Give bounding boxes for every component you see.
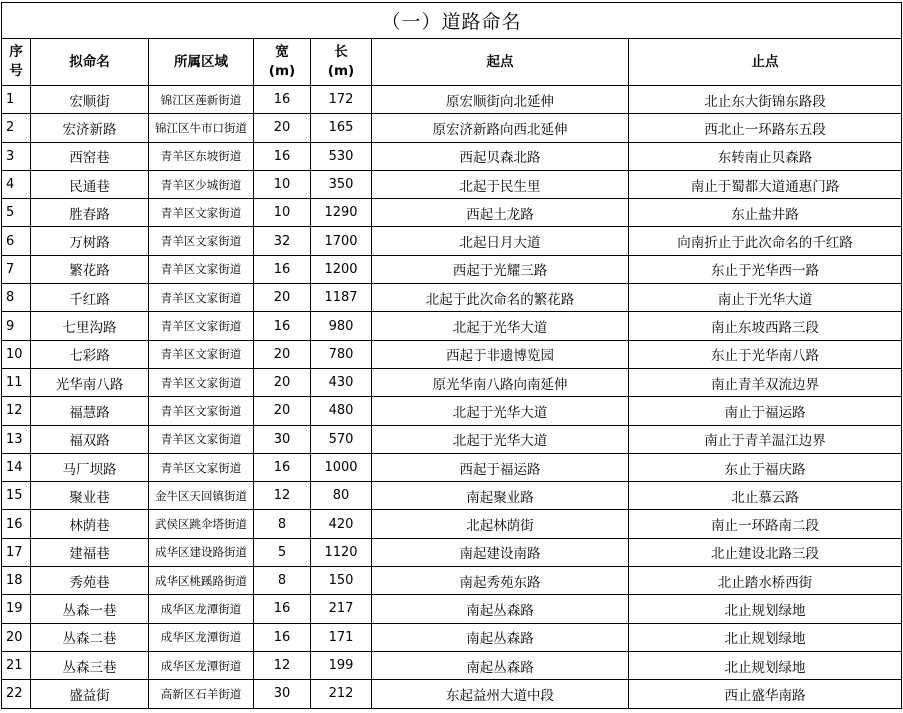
- cell-width: 8: [254, 510, 311, 538]
- cell-area: 青羊区文家街道: [149, 453, 254, 481]
- cell-start-point: 原宏济新路向西北延伸: [372, 114, 629, 142]
- table-row: [2, 86, 902, 114]
- cell-length: 480: [311, 397, 372, 425]
- cell-road-name: 丛森二巷: [31, 623, 149, 651]
- cell-road-name: 七彩路: [31, 340, 149, 368]
- cell-seq: 14: [2, 453, 31, 481]
- cell-end-point: 北止踏水桥西街: [629, 567, 902, 595]
- road-naming-table: [1, 38, 902, 709]
- cell-start-point: 原宏顺街向北延伸: [372, 86, 629, 114]
- cell-start-point: 北起于光华大道: [372, 397, 629, 425]
- cell-area: 青羊区文家街道: [149, 199, 254, 227]
- cell-start-point: 西起于福运路: [372, 453, 629, 481]
- header-seq: 序 号: [2, 39, 31, 86]
- table-row: [2, 425, 902, 453]
- table-row: [2, 312, 902, 340]
- cell-length: 570: [311, 425, 372, 453]
- cell-area: 高新区石羊街道: [149, 680, 254, 708]
- cell-width: 10: [254, 170, 311, 198]
- cell-end-point: 南止于青羊温江边界: [629, 425, 902, 453]
- cell-seq: 15: [2, 482, 31, 510]
- cell-road-name: 繁花路: [31, 255, 149, 283]
- cell-start-point: 西起于光耀三路: [372, 255, 629, 283]
- cell-width: 16: [254, 255, 311, 283]
- cell-seq: 8: [2, 284, 31, 312]
- cell-area: 青羊区文家街道: [149, 227, 254, 255]
- cell-end-point: 南止于光华大道: [629, 284, 902, 312]
- cell-length: 1000: [311, 453, 372, 481]
- cell-area: 成华区龙潭街道: [149, 595, 254, 623]
- cell-start-point: 西起土龙路: [372, 199, 629, 227]
- cell-end-point: 南止东坡西路三段: [629, 312, 902, 340]
- cell-road-name: 马厂坝路: [31, 453, 149, 481]
- cell-length: 150: [311, 567, 372, 595]
- cell-seq: 20: [2, 623, 31, 651]
- cell-length: 980: [311, 312, 372, 340]
- cell-road-name: 民通巷: [31, 170, 149, 198]
- cell-seq: 18: [2, 567, 31, 595]
- cell-area: 武侯区跳伞塔街道: [149, 510, 254, 538]
- cell-end-point: 北止建设北路三段: [629, 538, 902, 566]
- cell-seq: 13: [2, 425, 31, 453]
- cell-start-point: 西起贝森北路: [372, 142, 629, 170]
- cell-seq: 7: [2, 255, 31, 283]
- cell-width: 8: [254, 567, 311, 595]
- cell-end-point: 东止于光华南八路: [629, 340, 902, 368]
- cell-road-name: 丛森一巷: [31, 595, 149, 623]
- cell-length: 780: [311, 340, 372, 368]
- table-row: [2, 368, 902, 396]
- cell-area: 金牛区天回镇街道: [149, 482, 254, 510]
- cell-seq: 21: [2, 651, 31, 679]
- cell-area: 青羊区文家街道: [149, 255, 254, 283]
- cell-area: 成华区建设路街道: [149, 538, 254, 566]
- table-row: [2, 510, 902, 538]
- cell-road-name: 丛森三巷: [31, 651, 149, 679]
- cell-road-name: 林荫巷: [31, 510, 149, 538]
- cell-area: 成华区桃蹊路街道: [149, 567, 254, 595]
- cell-end-point: 南止于蜀都大道通惠门路: [629, 170, 902, 198]
- header-end: 止点: [629, 39, 902, 86]
- cell-width: 20: [254, 397, 311, 425]
- table-row: [2, 114, 902, 142]
- table-row: [2, 567, 902, 595]
- cell-width: 16: [254, 595, 311, 623]
- cell-area: 青羊区文家街道: [149, 340, 254, 368]
- table-row: [2, 142, 902, 170]
- cell-start-point: 东起益州大道中段: [372, 680, 629, 708]
- table-row: [2, 397, 902, 425]
- header-area: 所属区域: [149, 39, 254, 86]
- cell-width: 20: [254, 114, 311, 142]
- header-length: 长 (m): [311, 39, 372, 86]
- cell-road-name: 聚业巷: [31, 482, 149, 510]
- cell-area: 青羊区少城街道: [149, 170, 254, 198]
- cell-width: 16: [254, 142, 311, 170]
- cell-length: 1120: [311, 538, 372, 566]
- cell-length: 212: [311, 680, 372, 708]
- cell-road-name: 福双路: [31, 425, 149, 453]
- cell-width: 16: [254, 86, 311, 114]
- table-row: [2, 482, 902, 510]
- cell-width: 20: [254, 368, 311, 396]
- cell-width: 30: [254, 680, 311, 708]
- cell-start-point: 北起林荫街: [372, 510, 629, 538]
- table-row: [2, 170, 902, 198]
- table-row: [2, 199, 902, 227]
- cell-length: 430: [311, 368, 372, 396]
- cell-width: 32: [254, 227, 311, 255]
- cell-seq: 11: [2, 368, 31, 396]
- header-name: 拟命名: [31, 39, 149, 86]
- cell-length: 420: [311, 510, 372, 538]
- cell-road-name: 建福巷: [31, 538, 149, 566]
- cell-start-point: 南起聚业路: [372, 482, 629, 510]
- cell-start-point: 南起丛森路: [372, 651, 629, 679]
- cell-road-name: 光华南八路: [31, 368, 149, 396]
- table-row: [2, 538, 902, 566]
- table-row: [2, 284, 902, 312]
- cell-road-name: 秀苑巷: [31, 567, 149, 595]
- cell-width: 20: [254, 340, 311, 368]
- cell-end-point: 南止青羊双流边界: [629, 368, 902, 396]
- cell-end-point: 西北止一环路东五段: [629, 114, 902, 142]
- cell-seq: 12: [2, 397, 31, 425]
- cell-end-point: 南止于福运路: [629, 397, 902, 425]
- table-row: [2, 595, 902, 623]
- table-title: （一）道路命名: [1, 2, 902, 38]
- cell-end-point: 向南折止于此次命名的千红路: [629, 227, 902, 255]
- cell-start-point: 南起秀苑东路: [372, 567, 629, 595]
- cell-end-point: 北止规划绿地: [629, 623, 902, 651]
- cell-seq: 9: [2, 312, 31, 340]
- cell-area: 成华区龙潭街道: [149, 623, 254, 651]
- cell-length: 1700: [311, 227, 372, 255]
- cell-road-name: 宏顺街: [31, 86, 149, 114]
- cell-road-name: 盛益街: [31, 680, 149, 708]
- cell-seq: 16: [2, 510, 31, 538]
- cell-area: 青羊区文家街道: [149, 397, 254, 425]
- cell-start-point: 北起于此次命名的繁花路: [372, 284, 629, 312]
- cell-width: 30: [254, 425, 311, 453]
- cell-length: 172: [311, 86, 372, 114]
- cell-end-point: 北止慕云路: [629, 482, 902, 510]
- cell-seq: 4: [2, 170, 31, 198]
- cell-area: 青羊区文家街道: [149, 312, 254, 340]
- cell-length: 1187: [311, 284, 372, 312]
- cell-end-point: 西止盛华南路: [629, 680, 902, 708]
- cell-start-point: 北起于光华大道: [372, 312, 629, 340]
- cell-area: 青羊区文家街道: [149, 425, 254, 453]
- table-row: [2, 227, 902, 255]
- cell-area: 锦江区牛市口街道: [149, 114, 254, 142]
- cell-length: 1290: [311, 199, 372, 227]
- table-row: [2, 651, 902, 679]
- cell-end-point: 东止于光华西一路: [629, 255, 902, 283]
- cell-area: 青羊区文家街道: [149, 284, 254, 312]
- cell-start-point: 原光华南八路向南延伸: [372, 368, 629, 396]
- cell-seq: 10: [2, 340, 31, 368]
- cell-width: 16: [254, 623, 311, 651]
- table-row: [2, 255, 902, 283]
- cell-seq: 5: [2, 199, 31, 227]
- cell-road-name: 万树路: [31, 227, 149, 255]
- cell-seq: 6: [2, 227, 31, 255]
- cell-end-point: 东止盐井路: [629, 199, 902, 227]
- cell-width: 5: [254, 538, 311, 566]
- cell-start-point: 北起于光华大道: [372, 425, 629, 453]
- cell-area: 成华区龙潭街道: [149, 651, 254, 679]
- cell-start-point: 北起于民生里: [372, 170, 629, 198]
- cell-end-point: 东转南止贝森路: [629, 142, 902, 170]
- cell-area: 青羊区东坡街道: [149, 142, 254, 170]
- header-width: 宽 (m): [254, 39, 311, 86]
- cell-end-point: 北止规划绿地: [629, 595, 902, 623]
- cell-width: 12: [254, 482, 311, 510]
- cell-end-point: 北止东大街锦东路段: [629, 86, 902, 114]
- cell-start-point: 南起建设南路: [372, 538, 629, 566]
- cell-width: 12: [254, 651, 311, 679]
- table-row: [2, 340, 902, 368]
- cell-seq: 3: [2, 142, 31, 170]
- cell-width: 20: [254, 284, 311, 312]
- cell-start-point: 北起日月大道: [372, 227, 629, 255]
- cell-length: 199: [311, 651, 372, 679]
- cell-seq: 22: [2, 680, 31, 708]
- table-row: [2, 453, 902, 481]
- cell-length: 80: [311, 482, 372, 510]
- cell-road-name: 宏济新路: [31, 114, 149, 142]
- cell-road-name: 胜春路: [31, 199, 149, 227]
- cell-width: 16: [254, 453, 311, 481]
- cell-length: 350: [311, 170, 372, 198]
- cell-seq: 17: [2, 538, 31, 566]
- table-row: [2, 623, 902, 651]
- cell-road-name: 千红路: [31, 284, 149, 312]
- cell-end-point: 东止于福庆路: [629, 453, 902, 481]
- cell-end-point: 南止一环路南二段: [629, 510, 902, 538]
- cell-start-point: 南起丛森路: [372, 595, 629, 623]
- cell-seq: 2: [2, 114, 31, 142]
- table-row: [2, 680, 902, 708]
- cell-length: 530: [311, 142, 372, 170]
- cell-length: 165: [311, 114, 372, 142]
- cell-start-point: 西起于非遗博览园: [372, 340, 629, 368]
- cell-seq: 1: [2, 86, 31, 114]
- cell-width: 10: [254, 199, 311, 227]
- cell-road-name: 西窑巷: [31, 142, 149, 170]
- cell-length: 171: [311, 623, 372, 651]
- cell-end-point: 北止规划绿地: [629, 651, 902, 679]
- cell-road-name: 七里沟路: [31, 312, 149, 340]
- cell-start-point: 南起丛森路: [372, 623, 629, 651]
- header-row: [2, 39, 902, 86]
- cell-width: 16: [254, 312, 311, 340]
- cell-length: 1200: [311, 255, 372, 283]
- header-start: 起点: [372, 39, 629, 86]
- cell-area: 锦江区莲新街道: [149, 86, 254, 114]
- cell-area: 青羊区文家街道: [149, 368, 254, 396]
- cell-length: 217: [311, 595, 372, 623]
- cell-road-name: 福慧路: [31, 397, 149, 425]
- cell-seq: 19: [2, 595, 31, 623]
